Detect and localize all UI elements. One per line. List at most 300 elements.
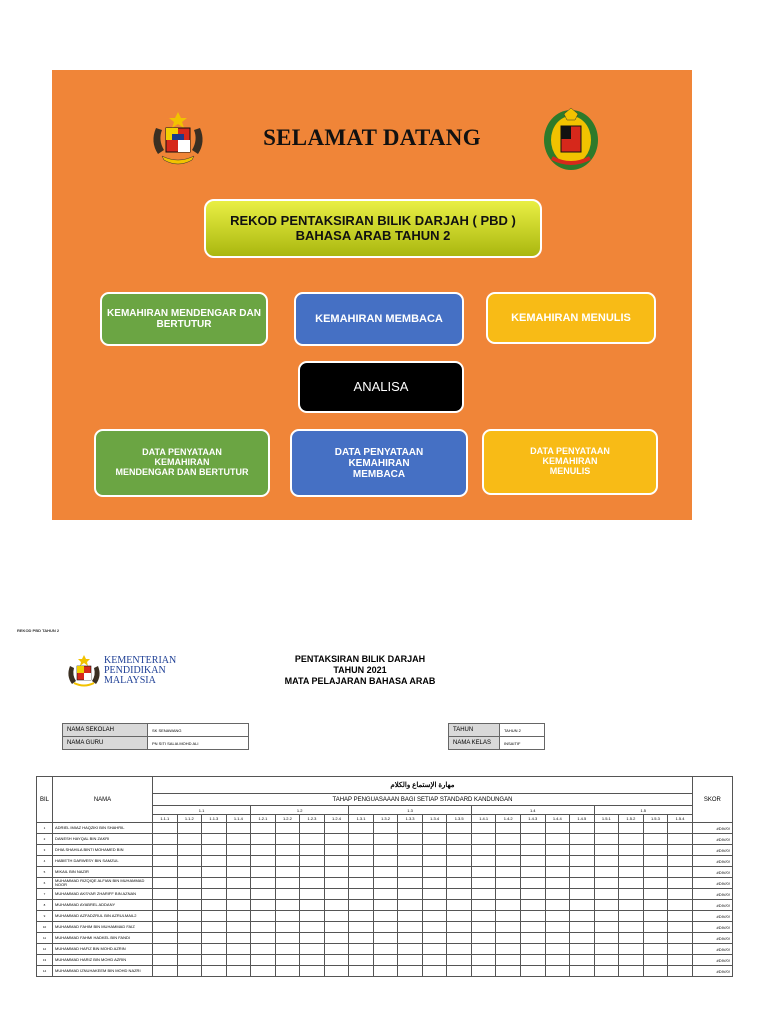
data-writing-button[interactable] (482, 429, 658, 495)
score-input-cell[interactable] (447, 856, 472, 867)
score-input-cell[interactable] (619, 955, 644, 966)
score-input-cell[interactable] (398, 867, 423, 878)
score-input-cell[interactable] (398, 823, 423, 834)
score-input-cell[interactable] (226, 944, 251, 955)
score-input-cell[interactable] (251, 933, 276, 944)
score-input-cell[interactable] (373, 911, 398, 922)
score-input-cell[interactable] (520, 856, 545, 867)
score-input-cell[interactable] (471, 878, 496, 889)
score-input-cell[interactable] (471, 889, 496, 900)
score-input-cell[interactable] (177, 856, 202, 867)
score-input-cell[interactable] (447, 889, 472, 900)
score-input-cell[interactable] (570, 933, 595, 944)
score-input-cell[interactable] (275, 966, 300, 977)
score-input-cell[interactable] (153, 878, 178, 889)
score-input-cell[interactable] (226, 878, 251, 889)
score-input-cell[interactable] (594, 922, 619, 933)
score-input-cell[interactable] (668, 856, 693, 867)
score-input-cell[interactable] (153, 823, 178, 834)
score-input-cell[interactable] (373, 944, 398, 955)
score-input-cell[interactable] (668, 878, 693, 889)
score-input-cell[interactable] (594, 823, 619, 834)
score-input-cell[interactable] (275, 922, 300, 933)
score-input-cell[interactable] (275, 900, 300, 911)
score-input-cell[interactable] (300, 922, 325, 933)
score-input-cell[interactable] (594, 966, 619, 977)
score-input-cell[interactable] (594, 845, 619, 856)
score-input-cell[interactable] (471, 845, 496, 856)
score-input-cell[interactable] (447, 823, 472, 834)
score-input-cell[interactable] (153, 856, 178, 867)
score-input-cell[interactable] (545, 911, 570, 922)
score-input-cell[interactable] (422, 911, 447, 922)
score-input-cell[interactable] (570, 966, 595, 977)
score-input-cell[interactable] (275, 845, 300, 856)
listening-speaking-skill-button[interactable]: KEMAHIRAN MENDENGAR DAN BERTUTUR (100, 292, 268, 346)
score-input-cell[interactable] (349, 845, 374, 856)
score-input-cell[interactable] (545, 889, 570, 900)
score-input-cell[interactable] (471, 911, 496, 922)
score-input-cell[interactable] (447, 845, 472, 856)
score-input-cell[interactable] (226, 834, 251, 845)
score-input-cell[interactable] (398, 955, 423, 966)
score-input-cell[interactable] (496, 867, 521, 878)
score-input-cell[interactable] (349, 867, 374, 878)
score-input-cell[interactable] (570, 944, 595, 955)
school-value[interactable]: SK SENAWANG (148, 724, 249, 737)
score-input-cell[interactable] (398, 878, 423, 889)
score-input-cell[interactable] (643, 911, 668, 922)
score-input-cell[interactable] (545, 878, 570, 889)
score-input-cell[interactable] (349, 944, 374, 955)
score-input-cell[interactable] (447, 834, 472, 845)
score-input-cell[interactable] (422, 878, 447, 889)
score-input-cell[interactable] (153, 966, 178, 977)
score-input-cell[interactable] (422, 966, 447, 977)
score-input-cell[interactable] (643, 878, 668, 889)
score-input-cell[interactable] (153, 911, 178, 922)
score-input-cell[interactable] (594, 856, 619, 867)
score-input-cell[interactable] (545, 823, 570, 834)
score-input-cell[interactable] (570, 955, 595, 966)
score-input-cell[interactable] (619, 834, 644, 845)
score-input-cell[interactable] (349, 922, 374, 933)
score-input-cell[interactable] (202, 856, 227, 867)
score-input-cell[interactable] (619, 856, 644, 867)
score-input-cell[interactable] (324, 966, 349, 977)
score-input-cell[interactable] (422, 955, 447, 966)
score-input-cell[interactable] (349, 823, 374, 834)
score-input-cell[interactable] (226, 867, 251, 878)
score-input-cell[interactable] (422, 856, 447, 867)
score-input-cell[interactable] (496, 966, 521, 977)
score-input-cell[interactable] (324, 856, 349, 867)
score-input-cell[interactable] (496, 933, 521, 944)
score-input-cell[interactable] (275, 856, 300, 867)
score-input-cell[interactable] (594, 900, 619, 911)
score-input-cell[interactable] (643, 966, 668, 977)
score-input-cell[interactable] (202, 933, 227, 944)
score-input-cell[interactable] (153, 834, 178, 845)
score-input-cell[interactable] (496, 955, 521, 966)
score-input-cell[interactable] (300, 944, 325, 955)
score-input-cell[interactable] (202, 845, 227, 856)
year-value[interactable]: TAHUN 2 (500, 724, 545, 737)
score-input-cell[interactable] (643, 823, 668, 834)
score-input-cell[interactable] (570, 889, 595, 900)
score-input-cell[interactable] (177, 900, 202, 911)
score-input-cell[interactable] (324, 933, 349, 944)
class-value[interactable]: INSAITIF (500, 737, 545, 750)
score-input-cell[interactable] (300, 823, 325, 834)
score-input-cell[interactable] (520, 867, 545, 878)
score-input-cell[interactable] (520, 944, 545, 955)
score-input-cell[interactable] (447, 911, 472, 922)
score-input-cell[interactable] (251, 867, 276, 878)
score-input-cell[interactable] (643, 889, 668, 900)
score-input-cell[interactable] (496, 845, 521, 856)
score-input-cell[interactable] (422, 944, 447, 955)
score-input-cell[interactable] (668, 900, 693, 911)
score-input-cell[interactable] (471, 966, 496, 977)
score-input-cell[interactable] (324, 889, 349, 900)
score-input-cell[interactable] (153, 845, 178, 856)
score-input-cell[interactable] (619, 911, 644, 922)
score-input-cell[interactable] (520, 878, 545, 889)
score-input-cell[interactable] (471, 867, 496, 878)
score-input-cell[interactable] (594, 834, 619, 845)
score-input-cell[interactable] (422, 922, 447, 933)
score-input-cell[interactable] (496, 856, 521, 867)
score-input-cell[interactable] (275, 834, 300, 845)
score-input-cell[interactable] (570, 911, 595, 922)
score-input-cell[interactable] (471, 944, 496, 955)
score-input-cell[interactable] (619, 944, 644, 955)
score-input-cell[interactable] (324, 922, 349, 933)
score-input-cell[interactable] (251, 845, 276, 856)
score-input-cell[interactable] (398, 911, 423, 922)
score-input-cell[interactable] (153, 867, 178, 878)
score-input-cell[interactable] (275, 955, 300, 966)
score-input-cell[interactable] (251, 878, 276, 889)
score-input-cell[interactable] (668, 933, 693, 944)
score-input-cell[interactable] (668, 911, 693, 922)
score-input-cell[interactable] (520, 834, 545, 845)
score-input-cell[interactable] (226, 823, 251, 834)
score-input-cell[interactable] (619, 867, 644, 878)
score-input-cell[interactable] (619, 878, 644, 889)
score-input-cell[interactable] (520, 823, 545, 834)
score-input-cell[interactable] (251, 834, 276, 845)
score-input-cell[interactable] (226, 900, 251, 911)
score-input-cell[interactable] (643, 922, 668, 933)
score-input-cell[interactable] (251, 889, 276, 900)
score-input-cell[interactable] (520, 889, 545, 900)
pbd-record-banner[interactable] (204, 199, 542, 258)
score-input-cell[interactable] (275, 878, 300, 889)
score-input-cell[interactable] (373, 845, 398, 856)
score-input-cell[interactable] (594, 955, 619, 966)
score-input-cell[interactable] (373, 966, 398, 977)
score-input-cell[interactable] (300, 900, 325, 911)
score-input-cell[interactable] (668, 867, 693, 878)
score-input-cell[interactable] (496, 878, 521, 889)
score-input-cell[interactable] (520, 845, 545, 856)
score-input-cell[interactable] (177, 955, 202, 966)
score-input-cell[interactable] (373, 955, 398, 966)
score-input-cell[interactable] (202, 900, 227, 911)
score-input-cell[interactable] (570, 867, 595, 878)
score-input-cell[interactable] (398, 966, 423, 977)
score-input-cell[interactable] (226, 922, 251, 933)
score-input-cell[interactable] (594, 878, 619, 889)
score-input-cell[interactable] (570, 922, 595, 933)
score-input-cell[interactable] (496, 944, 521, 955)
score-input-cell[interactable] (153, 933, 178, 944)
score-input-cell[interactable] (520, 966, 545, 977)
score-input-cell[interactable] (177, 933, 202, 944)
score-input-cell[interactable] (275, 944, 300, 955)
score-input-cell[interactable] (643, 900, 668, 911)
score-input-cell[interactable] (226, 856, 251, 867)
score-input-cell[interactable] (324, 823, 349, 834)
score-input-cell[interactable] (545, 856, 570, 867)
data-listening-speaking-button[interactable] (94, 429, 270, 497)
score-input-cell[interactable] (373, 933, 398, 944)
score-input-cell[interactable] (447, 966, 472, 977)
score-input-cell[interactable] (398, 845, 423, 856)
score-input-cell[interactable] (202, 944, 227, 955)
score-input-cell[interactable] (471, 922, 496, 933)
score-input-cell[interactable] (520, 922, 545, 933)
score-input-cell[interactable] (226, 966, 251, 977)
score-input-cell[interactable] (153, 900, 178, 911)
score-input-cell[interactable] (275, 889, 300, 900)
score-input-cell[interactable] (300, 933, 325, 944)
score-input-cell[interactable] (545, 933, 570, 944)
score-input-cell[interactable] (226, 889, 251, 900)
score-input-cell[interactable] (251, 856, 276, 867)
score-input-cell[interactable] (422, 933, 447, 944)
score-input-cell[interactable] (422, 834, 447, 845)
score-input-cell[interactable] (570, 856, 595, 867)
score-input-cell[interactable] (275, 823, 300, 834)
score-input-cell[interactable] (496, 834, 521, 845)
score-input-cell[interactable] (177, 878, 202, 889)
score-input-cell[interactable] (471, 933, 496, 944)
score-input-cell[interactable] (324, 845, 349, 856)
score-input-cell[interactable] (471, 856, 496, 867)
score-input-cell[interactable] (177, 911, 202, 922)
score-input-cell[interactable] (545, 900, 570, 911)
score-input-cell[interactable] (496, 823, 521, 834)
score-input-cell[interactable] (251, 900, 276, 911)
score-input-cell[interactable] (545, 955, 570, 966)
score-input-cell[interactable] (643, 955, 668, 966)
score-input-cell[interactable] (177, 823, 202, 834)
score-input-cell[interactable] (177, 834, 202, 845)
score-input-cell[interactable] (422, 823, 447, 834)
score-input-cell[interactable] (324, 834, 349, 845)
score-input-cell[interactable] (594, 933, 619, 944)
score-input-cell[interactable] (275, 867, 300, 878)
score-input-cell[interactable] (398, 900, 423, 911)
score-input-cell[interactable] (668, 944, 693, 955)
score-input-cell[interactable] (226, 955, 251, 966)
score-input-cell[interactable] (373, 922, 398, 933)
score-input-cell[interactable] (349, 878, 374, 889)
score-input-cell[interactable] (300, 834, 325, 845)
score-input-cell[interactable] (349, 966, 374, 977)
score-input-cell[interactable] (275, 933, 300, 944)
score-input-cell[interactable] (643, 933, 668, 944)
score-input-cell[interactable] (619, 933, 644, 944)
score-input-cell[interactable] (545, 922, 570, 933)
score-input-cell[interactable] (202, 911, 227, 922)
score-input-cell[interactable] (202, 922, 227, 933)
score-input-cell[interactable] (226, 911, 251, 922)
score-input-cell[interactable] (643, 834, 668, 845)
score-input-cell[interactable] (373, 823, 398, 834)
score-input-cell[interactable] (300, 867, 325, 878)
score-input-cell[interactable] (202, 955, 227, 966)
score-input-cell[interactable] (668, 834, 693, 845)
score-input-cell[interactable] (422, 889, 447, 900)
score-input-cell[interactable] (570, 823, 595, 834)
score-input-cell[interactable] (349, 889, 374, 900)
score-input-cell[interactable] (422, 900, 447, 911)
score-input-cell[interactable] (373, 834, 398, 845)
score-input-cell[interactable] (422, 845, 447, 856)
score-input-cell[interactable] (520, 933, 545, 944)
score-input-cell[interactable] (545, 867, 570, 878)
score-input-cell[interactable] (202, 823, 227, 834)
score-input-cell[interactable] (373, 867, 398, 878)
score-input-cell[interactable] (349, 834, 374, 845)
score-input-cell[interactable] (177, 867, 202, 878)
score-input-cell[interactable] (324, 911, 349, 922)
score-input-cell[interactable] (398, 889, 423, 900)
score-input-cell[interactable] (202, 834, 227, 845)
score-input-cell[interactable] (300, 955, 325, 966)
score-input-cell[interactable] (300, 845, 325, 856)
score-input-cell[interactable] (643, 944, 668, 955)
score-input-cell[interactable] (619, 889, 644, 900)
score-input-cell[interactable] (594, 944, 619, 955)
score-input-cell[interactable] (202, 867, 227, 878)
score-input-cell[interactable] (251, 823, 276, 834)
score-input-cell[interactable] (643, 856, 668, 867)
score-input-cell[interactable] (226, 933, 251, 944)
score-input-cell[interactable] (349, 911, 374, 922)
score-input-cell[interactable] (324, 944, 349, 955)
score-input-cell[interactable] (177, 966, 202, 977)
score-input-cell[interactable] (619, 966, 644, 977)
score-input-cell[interactable] (668, 823, 693, 834)
score-input-cell[interactable] (619, 900, 644, 911)
score-input-cell[interactable] (570, 900, 595, 911)
score-input-cell[interactable] (570, 845, 595, 856)
score-input-cell[interactable] (570, 834, 595, 845)
score-input-cell[interactable] (643, 867, 668, 878)
score-input-cell[interactable] (520, 911, 545, 922)
score-input-cell[interactable] (619, 845, 644, 856)
score-input-cell[interactable] (153, 889, 178, 900)
score-input-cell[interactable] (668, 845, 693, 856)
score-input-cell[interactable] (398, 834, 423, 845)
score-input-cell[interactable] (496, 911, 521, 922)
score-input-cell[interactable] (668, 955, 693, 966)
score-input-cell[interactable] (594, 867, 619, 878)
score-input-cell[interactable] (594, 911, 619, 922)
score-input-cell[interactable] (545, 944, 570, 955)
score-input-cell[interactable] (471, 834, 496, 845)
score-input-cell[interactable] (153, 922, 178, 933)
score-input-cell[interactable] (153, 955, 178, 966)
score-input-cell[interactable] (349, 900, 374, 911)
score-input-cell[interactable] (570, 878, 595, 889)
score-input-cell[interactable] (153, 944, 178, 955)
score-input-cell[interactable] (643, 845, 668, 856)
score-input-cell[interactable] (324, 867, 349, 878)
score-input-cell[interactable] (398, 922, 423, 933)
score-input-cell[interactable] (447, 933, 472, 944)
score-input-cell[interactable] (324, 900, 349, 911)
score-input-cell[interactable] (251, 955, 276, 966)
score-input-cell[interactable] (177, 889, 202, 900)
score-input-cell[interactable] (251, 966, 276, 977)
analysis-button[interactable]: ANALISA (298, 361, 464, 413)
score-input-cell[interactable] (373, 900, 398, 911)
score-input-cell[interactable] (251, 922, 276, 933)
score-input-cell[interactable] (496, 889, 521, 900)
score-input-cell[interactable] (447, 878, 472, 889)
score-input-cell[interactable] (324, 878, 349, 889)
score-input-cell[interactable] (520, 900, 545, 911)
score-input-cell[interactable] (275, 911, 300, 922)
score-input-cell[interactable] (668, 922, 693, 933)
score-input-cell[interactable] (668, 889, 693, 900)
teacher-value[interactable]: PN SITI SALIA MOHD ALI (148, 737, 249, 750)
score-input-cell[interactable] (471, 955, 496, 966)
score-input-cell[interactable] (300, 856, 325, 867)
score-input-cell[interactable] (226, 845, 251, 856)
score-input-cell[interactable] (545, 966, 570, 977)
score-input-cell[interactable] (496, 922, 521, 933)
score-input-cell[interactable] (324, 955, 349, 966)
score-input-cell[interactable] (447, 922, 472, 933)
score-input-cell[interactable] (202, 889, 227, 900)
score-input-cell[interactable] (545, 834, 570, 845)
score-input-cell[interactable] (471, 823, 496, 834)
score-input-cell[interactable] (398, 933, 423, 944)
score-input-cell[interactable] (177, 922, 202, 933)
score-input-cell[interactable] (349, 856, 374, 867)
score-input-cell[interactable] (447, 955, 472, 966)
score-input-cell[interactable] (619, 922, 644, 933)
score-input-cell[interactable] (202, 878, 227, 889)
score-input-cell[interactable] (300, 911, 325, 922)
score-input-cell[interactable] (398, 944, 423, 955)
score-input-cell[interactable] (447, 900, 472, 911)
score-input-cell[interactable] (177, 845, 202, 856)
score-input-cell[interactable] (398, 856, 423, 867)
score-input-cell[interactable] (545, 845, 570, 856)
reading-skill-button[interactable]: KEMAHIRAN MEMBACA (294, 292, 464, 346)
score-input-cell[interactable] (619, 823, 644, 834)
score-input-cell[interactable] (300, 966, 325, 977)
score-input-cell[interactable] (349, 955, 374, 966)
